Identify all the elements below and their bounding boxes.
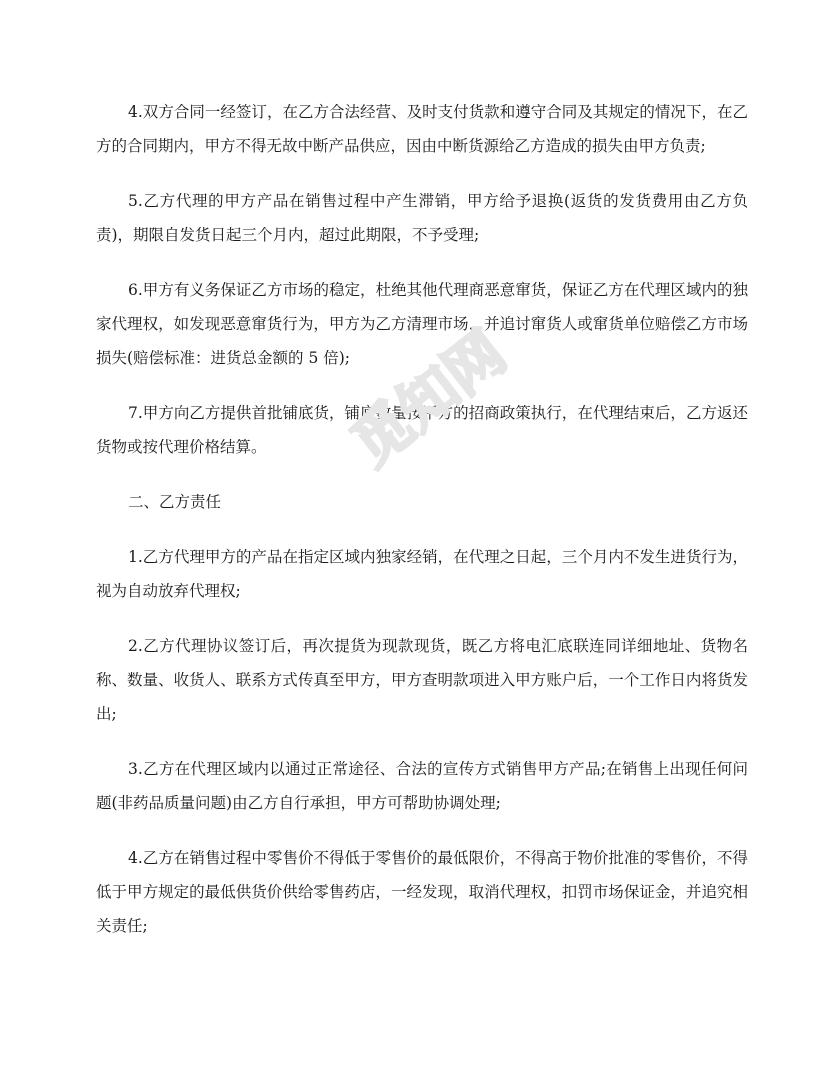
clause-a6: 6.甲方有义务保证乙方市场的稳定，杜绝其他代理商恶意窜货，保证乙方在代理区域内的独家代理权，如发现恶意窜货行为，甲方为乙方清理市场，并追讨窜货人或窜货单位赔偿乙方市场损失(赔偿标准：进货总金额的 5 倍);: [96, 281, 748, 367]
clause-b1: 1.乙方代理甲方的产品在指定区域内独家经销，在代理之日起，三个月内不发生进货行为，视为自动放弃代理权;: [96, 548, 748, 600]
clause-b3: 3.乙方在代理区域内以通过正常途径、合法的宣传方式销售甲方产品;在销售上出现任何问题(非药品质量问题)由乙方自行承担，甲方可帮助协调处理;: [96, 760, 748, 812]
watermark-text: 觅知网: [339, 318, 519, 479]
clause-a5: 5.乙方代理的甲方产品在销售过程中产生滞销，甲方给予退换(返货的发货费用由乙方负责)，期限自发货日起三个月内，超过此期限，不予受理;: [96, 192, 748, 244]
clause-b4: 4.乙方在销售过程中零售价不得低于零售价的最低限价，不得高于物价批准的零售价，不得低于甲方规定的最低供货价供给零售药店，一经发现，取消代理权，扣罚市场保证金，并追究相关责任;: [96, 849, 748, 935]
clause-a7: 7.甲方向乙方提供首批铺底货，铺底数量按甲方的招商政策执行，在代理结束后，乙方返还货物或按代理价格结算。: [96, 404, 748, 456]
section-heading: 二、乙方责任: [128, 493, 222, 511]
clause-a4: 4.双方合同一经签订，在乙方合法经营、及时支付货款和遵守合同及其规定的情况下，在乙方的合同期内，甲方不得无故中断产品供应，因由中断货源给乙方造成的损失由甲方负责;: [96, 103, 748, 155]
clause-b2: 2.乙方代理协议签订后，再次提货为现款现货，既乙方将电汇底联连同详细地址、货物名称、数量、收货人、联系方式传真至甲方，甲方查明款项进入甲方账户后，一个工作日内将货发出;: [96, 637, 748, 723]
document-body: [96, 95, 748, 964]
